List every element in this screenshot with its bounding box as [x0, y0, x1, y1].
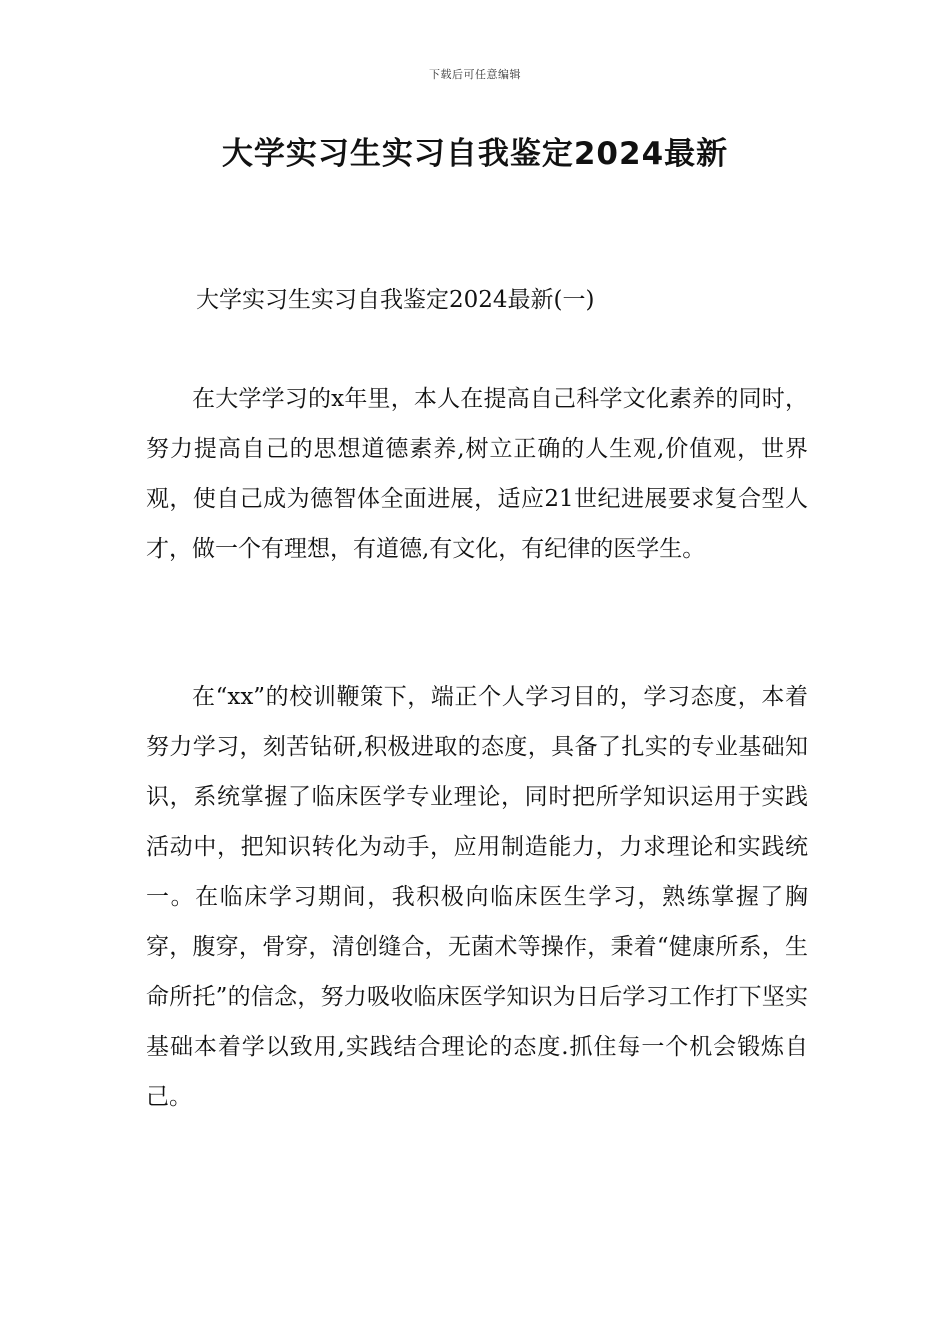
section-subtitle: 大学实习生实习自我鉴定2024最新(一) [196, 287, 595, 313]
document-title: 大学实习生实习自我鉴定2024最新 [221, 136, 729, 172]
paragraph-1: 在大学学习的x年里，本人在提高自己科学文化素养的同时，努力提高自己的思想道德素养,树立正确的人生观,价值观，世界观，使自己成为德智体全面进展，适应21世纪进展要求复合型人才，做一个有理想，有道德,有文化，有纪律的医学生。 [146, 386, 808, 562]
paragraph-2: 在“xx”的校训鞭策下，端正个人学习目的，学习态度，本着努力学习，刻苦钻研,积极进取的态度，具备了扎实的专业基础知识，系统掌握了临床医学专业理论，同时把所学知识运用于实践活动中，把知识转化为动手，应用制造能力，力求理论和实践统一。在临床学习期间，我积极向临床医生学习，熟练掌握了胸穿，腹穿，骨穿，清创缝合，无菌术等操作，秉着“健康所系，生命所托”的信念，努力吸收临床医学知识为日后学习工作打下坚实基础本着学以致用,实践结合理论的态度.抓住每一个机会锻炼自己。 [146, 684, 808, 1110]
header-note: 下载后可任意编辑 [429, 68, 521, 81]
